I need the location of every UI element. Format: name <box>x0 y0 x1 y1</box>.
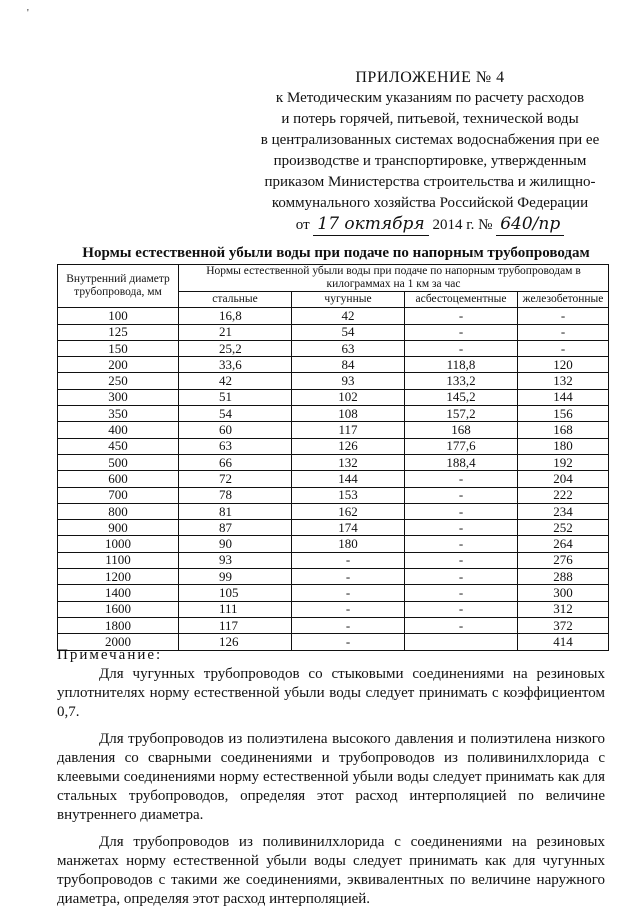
cell-value: 93 <box>292 373 405 389</box>
table-row <box>58 438 609 454</box>
table-row <box>58 373 609 389</box>
cell-value: 72 <box>179 471 292 487</box>
cell-value: - <box>405 503 518 519</box>
appendix-line: к Методическим указаниям по расчету расходов <box>275 90 585 106</box>
norms-table-body <box>58 308 609 650</box>
cell-value: - <box>405 569 518 585</box>
cell-value: - <box>405 552 518 568</box>
cell-value: 84 <box>292 357 405 373</box>
cell-value: - <box>405 471 518 487</box>
cell-value: 188,4 <box>405 454 518 470</box>
column-header-diameter: Внутренний диаметр трубопровода, мм <box>58 265 179 308</box>
cell-value: - <box>292 601 405 617</box>
cell-value: 66 <box>179 454 292 470</box>
table-row <box>58 601 609 617</box>
table-row <box>58 569 609 585</box>
cell-diameter: 600 <box>58 471 179 487</box>
cell-value: 93 <box>179 552 292 568</box>
cell-value: 78 <box>179 487 292 503</box>
cell-value: 63 <box>292 340 405 356</box>
cell-value: 33,6 <box>179 357 292 373</box>
cell-value: 145,2 <box>405 389 518 405</box>
cell-value: 300 <box>518 585 609 601</box>
cell-value: 111 <box>179 601 292 617</box>
cell-value: 162 <box>292 503 405 519</box>
cell-value: 132 <box>292 454 405 470</box>
cell-value: 16,8 <box>179 308 292 324</box>
cell-value: 174 <box>292 520 405 536</box>
table-row <box>58 617 609 633</box>
cell-value: - <box>518 308 609 324</box>
cell-value: - <box>518 340 609 356</box>
cell-diameter: 1600 <box>58 601 179 617</box>
cell-diameter: 350 <box>58 406 179 422</box>
cell-value: - <box>292 569 405 585</box>
table-row <box>58 389 609 405</box>
cell-value: 144 <box>292 471 405 487</box>
cell-value: - <box>405 520 518 536</box>
cell-diameter: 1400 <box>58 585 179 601</box>
table-row <box>58 454 609 470</box>
cell-value: - <box>405 617 518 633</box>
cell-value: 90 <box>179 536 292 552</box>
cell-diameter: 250 <box>58 373 179 389</box>
note-paragraph: Для трубопроводов из полиэтилена высокого давления и полиэтилена низкого давления со сварными соединениями и трубопроводов из поливинилхлорида с клеевыми соединениями норму естественной убыли воды следует принимать как для стальных трубопроводов, определяя этот расход интерполяцией по величине внутреннего диаметра. <box>57 731 605 823</box>
cell-value: 288 <box>518 569 609 585</box>
appendix-line: в централизованных системах водоснабжения при ее <box>260 132 600 148</box>
cell-diameter: 450 <box>58 438 179 454</box>
column-group-header: Нормы естественной убыли воды при подаче по напорным трубопроводам в килограммах на 1 км за час <box>179 265 609 292</box>
column-header-steel: стальные <box>179 292 292 308</box>
note-paragraph: Для чугунных трубопроводов со стыковыми соединениями на резиновых уплотнителях норму естественной убыли воды следует принимать с коэффициентом 0,7. <box>57 666 605 720</box>
notes-heading: Примечание: <box>57 647 163 663</box>
table-row <box>58 308 609 324</box>
cell-value: 312 <box>518 601 609 617</box>
cell-value: 99 <box>179 569 292 585</box>
cell-value: 105 <box>179 585 292 601</box>
table-row <box>58 552 609 568</box>
cell-value: 204 <box>518 471 609 487</box>
norms-table <box>57 264 609 651</box>
cell-diameter: 200 <box>58 357 179 373</box>
cell-value: 414 <box>518 634 609 650</box>
cell-value: - <box>292 634 405 650</box>
table-row <box>58 471 609 487</box>
cell-value: 180 <box>292 536 405 552</box>
cell-value: 117 <box>292 422 405 438</box>
cell-value: 372 <box>518 617 609 633</box>
table-title: Нормы естественной убыли воды при подаче по напорным трубопроводам <box>82 245 590 261</box>
handwritten-date: 17 октября <box>313 214 428 236</box>
cell-value: 157,2 <box>405 406 518 422</box>
column-header-reinforced-concrete: железобетонные <box>518 292 609 308</box>
cell-value: 25,2 <box>179 340 292 356</box>
cell-value: - <box>405 487 518 503</box>
cell-value: 60 <box>179 422 292 438</box>
table-row <box>58 503 609 519</box>
table-row <box>58 406 609 422</box>
cell-value: - <box>405 308 518 324</box>
cell-value: 102 <box>292 389 405 405</box>
cell-diameter: 150 <box>58 340 179 356</box>
cell-value: 42 <box>292 308 405 324</box>
appendix-line: производстве и транспортировке, утвержденным <box>273 153 587 169</box>
year-number-label: 2014 г. № <box>432 217 493 233</box>
cell-value: 87 <box>179 520 292 536</box>
table-row <box>58 340 609 356</box>
cell-value: - <box>518 324 609 340</box>
cell-value: 63 <box>179 438 292 454</box>
cell-diameter: 800 <box>58 503 179 519</box>
cell-value: 156 <box>518 406 609 422</box>
notes-section <box>57 646 605 917</box>
column-header-asbestos-cement: асбестоцементные <box>405 292 518 308</box>
appendix-line: приказом Министерства строительства и жилищно- <box>264 174 596 190</box>
note-paragraph: Для трубопроводов из поливинилхлорида с соединениями на резиновых манжетах норму естественной убыли воды следует принимать как для чугунных трубопроводов с такими же соединениями, эквивалентных по величине наружного диаметра, определяя этот расход интерполяцией. <box>57 834 605 907</box>
table-row <box>58 585 609 601</box>
cell-value: 180 <box>518 438 609 454</box>
cell-value: 42 <box>179 373 292 389</box>
table-row <box>58 357 609 373</box>
cell-diameter: 500 <box>58 454 179 470</box>
cell-value: 234 <box>518 503 609 519</box>
appendix-header <box>250 68 610 236</box>
cell-value: 276 <box>518 552 609 568</box>
cell-value: 132 <box>518 373 609 389</box>
cell-value: 252 <box>518 520 609 536</box>
cell-value: - <box>405 585 518 601</box>
cell-value: - <box>292 585 405 601</box>
cell-value: 51 <box>179 389 292 405</box>
cell-diameter: 125 <box>58 324 179 340</box>
cell-value: 153 <box>292 487 405 503</box>
cell-diameter: 400 <box>58 422 179 438</box>
cell-diameter: 1100 <box>58 552 179 568</box>
cell-value: 126 <box>292 438 405 454</box>
table-row <box>58 422 609 438</box>
cell-diameter: 1000 <box>58 536 179 552</box>
cell-diameter: 300 <box>58 389 179 405</box>
cell-value: - <box>405 324 518 340</box>
cell-diameter: 100 <box>58 308 179 324</box>
cell-diameter: 1200 <box>58 569 179 585</box>
cell-value: - <box>292 552 405 568</box>
cell-value: 21 <box>179 324 292 340</box>
cell-value: 144 <box>518 389 609 405</box>
cell-value: 81 <box>179 503 292 519</box>
appendix-title: ПРИЛОЖЕНИЕ № 4 <box>355 69 505 86</box>
cell-diameter: 1800 <box>58 617 179 633</box>
table-row <box>58 487 609 503</box>
table-row <box>58 520 609 536</box>
cell-value: - <box>405 601 518 617</box>
cell-diameter: 900 <box>58 520 179 536</box>
cell-value: 177,6 <box>405 438 518 454</box>
column-header-cast-iron: чугунные <box>292 292 405 308</box>
page-mark: ' <box>27 8 29 19</box>
cell-value: 264 <box>518 536 609 552</box>
cell-value: 126 <box>179 634 292 650</box>
cell-diameter: 2000 <box>58 634 179 650</box>
appendix-line: и потерь горячей, питьевой, технической воды <box>281 111 579 127</box>
cell-value: 117 <box>179 617 292 633</box>
appendix-line: коммунального хозяйства Российской Федерации <box>271 195 589 211</box>
table-row <box>58 536 609 552</box>
from-label: от <box>295 217 310 233</box>
handwritten-order-number: 640/пр <box>496 214 564 236</box>
cell-value: 168 <box>405 422 518 438</box>
cell-value: 192 <box>518 454 609 470</box>
cell-value: 54 <box>179 406 292 422</box>
cell-value: 108 <box>292 406 405 422</box>
cell-value: 120 <box>518 357 609 373</box>
cell-value: 54 <box>292 324 405 340</box>
cell-value: - <box>292 617 405 633</box>
cell-value: - <box>405 340 518 356</box>
cell-value: 222 <box>518 487 609 503</box>
cell-value: 133,2 <box>405 373 518 389</box>
table-row <box>58 324 609 340</box>
order-signature-line <box>250 214 610 236</box>
cell-value: - <box>405 536 518 552</box>
cell-diameter: 700 <box>58 487 179 503</box>
cell-value: 118,8 <box>405 357 518 373</box>
cell-value: 168 <box>518 422 609 438</box>
